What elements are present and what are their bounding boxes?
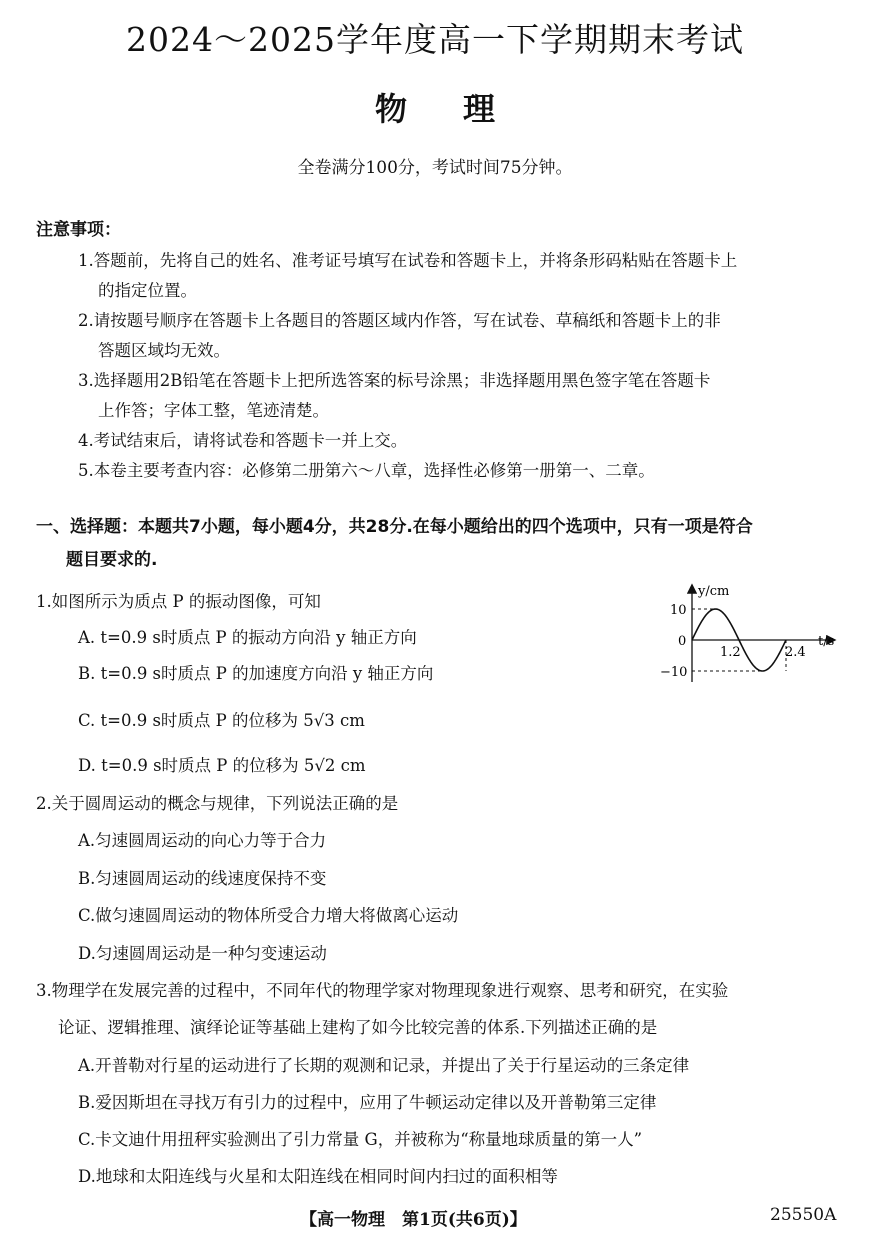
question-3-option: B.爱因斯坦在寻找万有引力的过程中，应用了牛顿运动定律以及开普勒第三定律 (78, 1093, 657, 1112)
graph-tick-0: 0 (678, 634, 687, 649)
section-heading: 一、选择题：本题共7小题，每小题4分，共28分.在每小题给出的四个选项中，只有一项是符合 (36, 517, 753, 537)
graph-tick-2-4: 2.4 (785, 645, 806, 660)
page-footer: 【高一物理 第1页(共6页)】 (300, 1210, 527, 1230)
note-line: 4.考试结束后，请将试卷和答题卡一并上交。 (78, 431, 408, 450)
question-2-option: D.匀速圆周运动是一种匀变速运动 (78, 944, 327, 963)
question-3-stem-cont: 论证、逻辑推理、演绎论证等基础上建构了如今比较完善的体系.下列描述正确的是 (58, 1018, 658, 1037)
question-1-option: C. t=0.9 s时质点 P 的位移为 5√3 cm (78, 711, 365, 730)
subject-heading: 物理 (374, 90, 551, 128)
paper-code: 25550A (770, 1205, 837, 1225)
section-heading-cont: 题目要求的. (66, 550, 158, 570)
note-line: 1.答题前，先将自己的姓名、准考证号填写在试卷和答题卡上，并将条形码粘贴在答题卡上 (78, 251, 738, 270)
exam-summary: 全卷满分100分，考试时间75分钟。 (297, 158, 573, 178)
note-line: 上作答；字体工整，笔迹清楚。 (98, 401, 329, 420)
vibration-graph (650, 578, 850, 688)
graph-x-label: t/s (818, 634, 835, 649)
question-3-stem: 3.物理学在发展完善的过程中，不同年代的物理学家对物理现象进行观察、思考和研究，在实验 (36, 981, 729, 1000)
question-2-stem: 2.关于圆周运动的概念与规律，下列说法正确的是 (36, 794, 399, 813)
graph-tick-1-2: 1.2 (720, 645, 741, 660)
notes-heading: 注意事项： (36, 220, 121, 240)
question-1-option: B. t=0.9 s时质点 P 的加速度方向沿 y 轴正方向 (78, 664, 434, 683)
note-line: 答题区域均无效。 (98, 341, 230, 360)
graph-tick-10: 10 (670, 603, 687, 618)
question-3-option: D.地球和太阳连线与火星和太阳连线在相同时间内扫过的面积相等 (78, 1167, 558, 1186)
question-2-option: B.匀速圆周运动的线速度保持不变 (78, 869, 327, 888)
note-line: 3.选择题用2B铅笔在答题卡上把所选答案的标号涂黑；非选择题用黑色签字笔在答题卡 (78, 371, 711, 390)
note-line: 2.请按题号顺序在答题卡上各题目的答题区域内作答，写在试卷、草稿纸和答题卡上的非 (78, 311, 721, 330)
question-1-stem: 1.如图所示为质点 P 的振动图像，可知 (36, 592, 321, 611)
question-2-option: C.做匀速圆周运动的物体所受合力增大将做离心运动 (78, 906, 459, 925)
note-line: 5.本卷主要考查内容：必修第二册第六～八章，选择性必修第一册第一、二章。 (78, 461, 655, 480)
question-3-option: C.卡文迪什用扭秤实验测出了引力常量 G，并被称为“称量地球质量的第一人” (78, 1130, 643, 1149)
graph-y-label: y/cm (698, 584, 730, 599)
question-3-option: A.开普勒对行星的运动进行了长期的观测和记录，并提出了关于行星运动的三条定律 (78, 1056, 690, 1075)
question-1-option: A. t=0.9 s时质点 P 的振动方向沿 y 轴正方向 (78, 628, 417, 647)
question-1-option: D. t=0.9 s时质点 P 的位移为 5√2 cm (78, 756, 366, 775)
exam-title: 2024～2025学年度高一下学期期末考试 (126, 20, 744, 59)
question-2-option: A.匀速圆周运动的向心力等于合力 (78, 831, 327, 850)
graph-tick-neg10: −10 (660, 665, 688, 680)
note-line: 的指定位置。 (98, 281, 197, 300)
